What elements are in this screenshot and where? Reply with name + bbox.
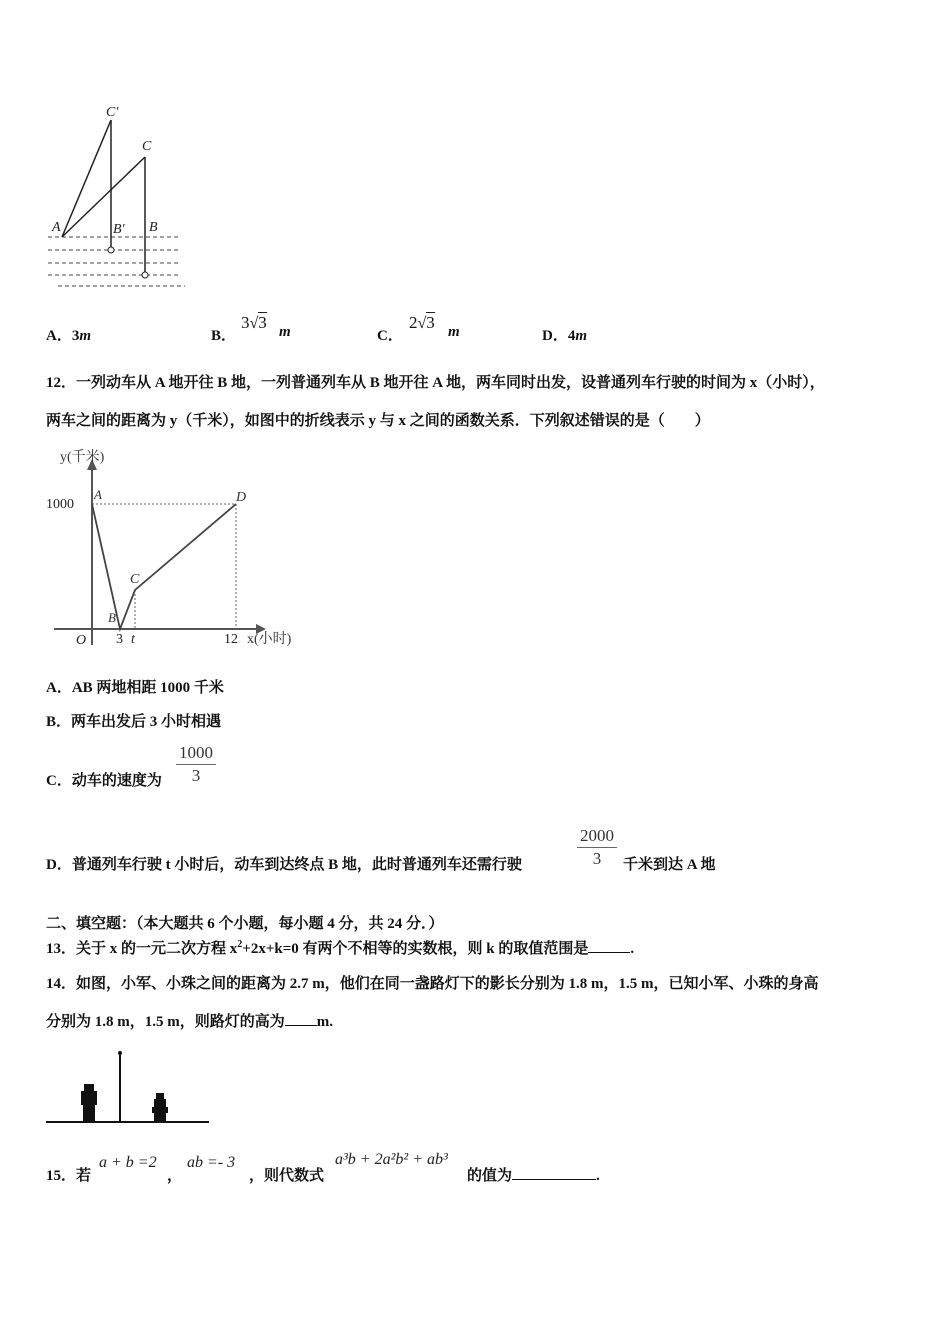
origin-label: O bbox=[76, 633, 87, 648]
fig-label-b: B bbox=[149, 220, 158, 235]
fraction-numerator: 2000 bbox=[580, 826, 614, 845]
q11-option-b-unit: m bbox=[279, 324, 291, 340]
q14-line2-post: m. bbox=[316, 1014, 333, 1030]
q11-figure bbox=[40, 100, 200, 295]
x-axis-label: x(小时) bbox=[247, 632, 292, 647]
q13-text bbox=[46, 937, 634, 958]
q15-post bbox=[467, 1164, 600, 1185]
q15-expr2: ab =- 3 bbox=[187, 1154, 236, 1171]
point-d-label: D bbox=[236, 490, 247, 505]
option-letter: C． bbox=[377, 328, 403, 344]
option-value: 3 bbox=[71, 328, 80, 344]
q12-graph bbox=[40, 445, 310, 650]
q11-option-b-radical: 3√3 bbox=[241, 313, 267, 332]
q15-pre: 15．若 bbox=[46, 1168, 92, 1184]
q15-post-text: 的值为 bbox=[467, 1168, 513, 1184]
q15-mid: ，则代数式 bbox=[249, 1168, 325, 1184]
y-axis-label: y(千米) bbox=[60, 450, 105, 465]
q12-option-d-fraction bbox=[577, 826, 617, 869]
q13-mid: +2x+k=0 有两个不相等的实数根，则 k 的取值范围是 bbox=[242, 941, 589, 957]
q13-sup: 2 bbox=[237, 939, 243, 950]
point-b-label: B bbox=[108, 610, 116, 625]
q15-expr3: a³b + 2a²b² + ab³ bbox=[335, 1151, 448, 1168]
q14-line1: 14．如图，小军、小珠之间的距离为 2.7 m，他们在同一盏路灯下的影长分别为 1.8 m，1.5 m，已知小军、小珠的身高 bbox=[46, 976, 819, 992]
q12-option-a[interactable]: A．AB 两地相距 1000 千米 bbox=[46, 680, 224, 696]
fraction-denominator: 3 bbox=[592, 849, 602, 868]
radical-radicand: 3 bbox=[258, 313, 267, 332]
y-tick-1000: 1000 bbox=[46, 497, 74, 512]
x-tick-3: 3 bbox=[116, 632, 123, 647]
q14-line2-pre: 分别为 1.8 m，1.5 m，则路灯的高为 bbox=[46, 1014, 285, 1030]
option-letter: D． bbox=[542, 328, 568, 344]
q13-pre: 13．关于 x 的一元二次方程 x bbox=[46, 941, 238, 957]
fig-label-c-prime: C′ bbox=[106, 105, 119, 120]
q15-comma1: ， bbox=[167, 1168, 183, 1184]
person-right-icon bbox=[152, 1093, 168, 1122]
option-letter: A． bbox=[46, 328, 72, 344]
q13-answer-blank[interactable] bbox=[588, 938, 630, 953]
radical-radicand: 3 bbox=[426, 313, 435, 332]
q12-option-d-end: 千米到达 A 地 bbox=[623, 857, 716, 873]
q14-answer-blank[interactable] bbox=[285, 1011, 317, 1026]
point-a-label: A bbox=[94, 487, 102, 502]
fraction-denominator: 3 bbox=[191, 766, 201, 785]
q11-option-c-unit: m bbox=[448, 324, 460, 340]
fig-label-a: A bbox=[52, 220, 61, 235]
q15-end: . bbox=[596, 1168, 600, 1184]
q14-line2 bbox=[46, 1010, 333, 1031]
q12-option-c[interactable]: C．动车的速度为 bbox=[46, 773, 162, 789]
q12-option-c-fraction bbox=[176, 743, 216, 786]
fig-label-b-prime: B′ bbox=[113, 222, 125, 237]
x-tick-12: 12 bbox=[224, 632, 238, 647]
q14-figure bbox=[44, 1044, 214, 1130]
option-value: 4 bbox=[567, 328, 576, 344]
x-tick-t: t bbox=[131, 632, 135, 647]
option-unit: m bbox=[575, 328, 588, 344]
section2-heading: 二、填空题：（本大题共 6 个小题，每小题 4 分，共 24 分．） bbox=[46, 916, 444, 932]
q11-option-b[interactable] bbox=[211, 324, 236, 345]
q15-answer-blank[interactable] bbox=[512, 1165, 596, 1180]
q12-option-d[interactable]: D．普通列车行驶 t 小时后，动车到达终点 B 地，此时普通列车还需行驶 bbox=[46, 857, 522, 873]
q12-line1: 12．一列动车从 A 地开往 B 地，一列普通列车从 B 地开往 A 地，两车同时出发，设普通列车行驶的时间为 x（小时）， bbox=[46, 375, 825, 391]
radical-coef: 3 bbox=[241, 313, 250, 332]
q11-option-d[interactable] bbox=[542, 324, 587, 345]
option-unit: m bbox=[79, 328, 92, 344]
person-left-icon bbox=[81, 1084, 97, 1122]
q15-expr1: a + b =2 bbox=[99, 1154, 157, 1171]
q11-option-c[interactable] bbox=[377, 324, 403, 345]
q12-line2: 两车之间的距离为 y（千米），如图中的折线表示 y 与 x 之间的函数关系．下列叙述错误的是（ ） bbox=[46, 413, 710, 429]
radical-coef: 2 bbox=[409, 313, 418, 332]
q11-option-c-radical: 2√3 bbox=[409, 313, 435, 332]
q13-end: . bbox=[630, 941, 635, 957]
option-letter: B． bbox=[211, 328, 237, 344]
point-c-label: C bbox=[130, 572, 140, 587]
fraction-numerator: 1000 bbox=[179, 743, 213, 762]
q11-option-a[interactable] bbox=[46, 324, 91, 345]
fig-label-c: C bbox=[142, 139, 152, 154]
q12-option-b[interactable]: B．两车出发后 3 小时相遇 bbox=[46, 714, 222, 730]
